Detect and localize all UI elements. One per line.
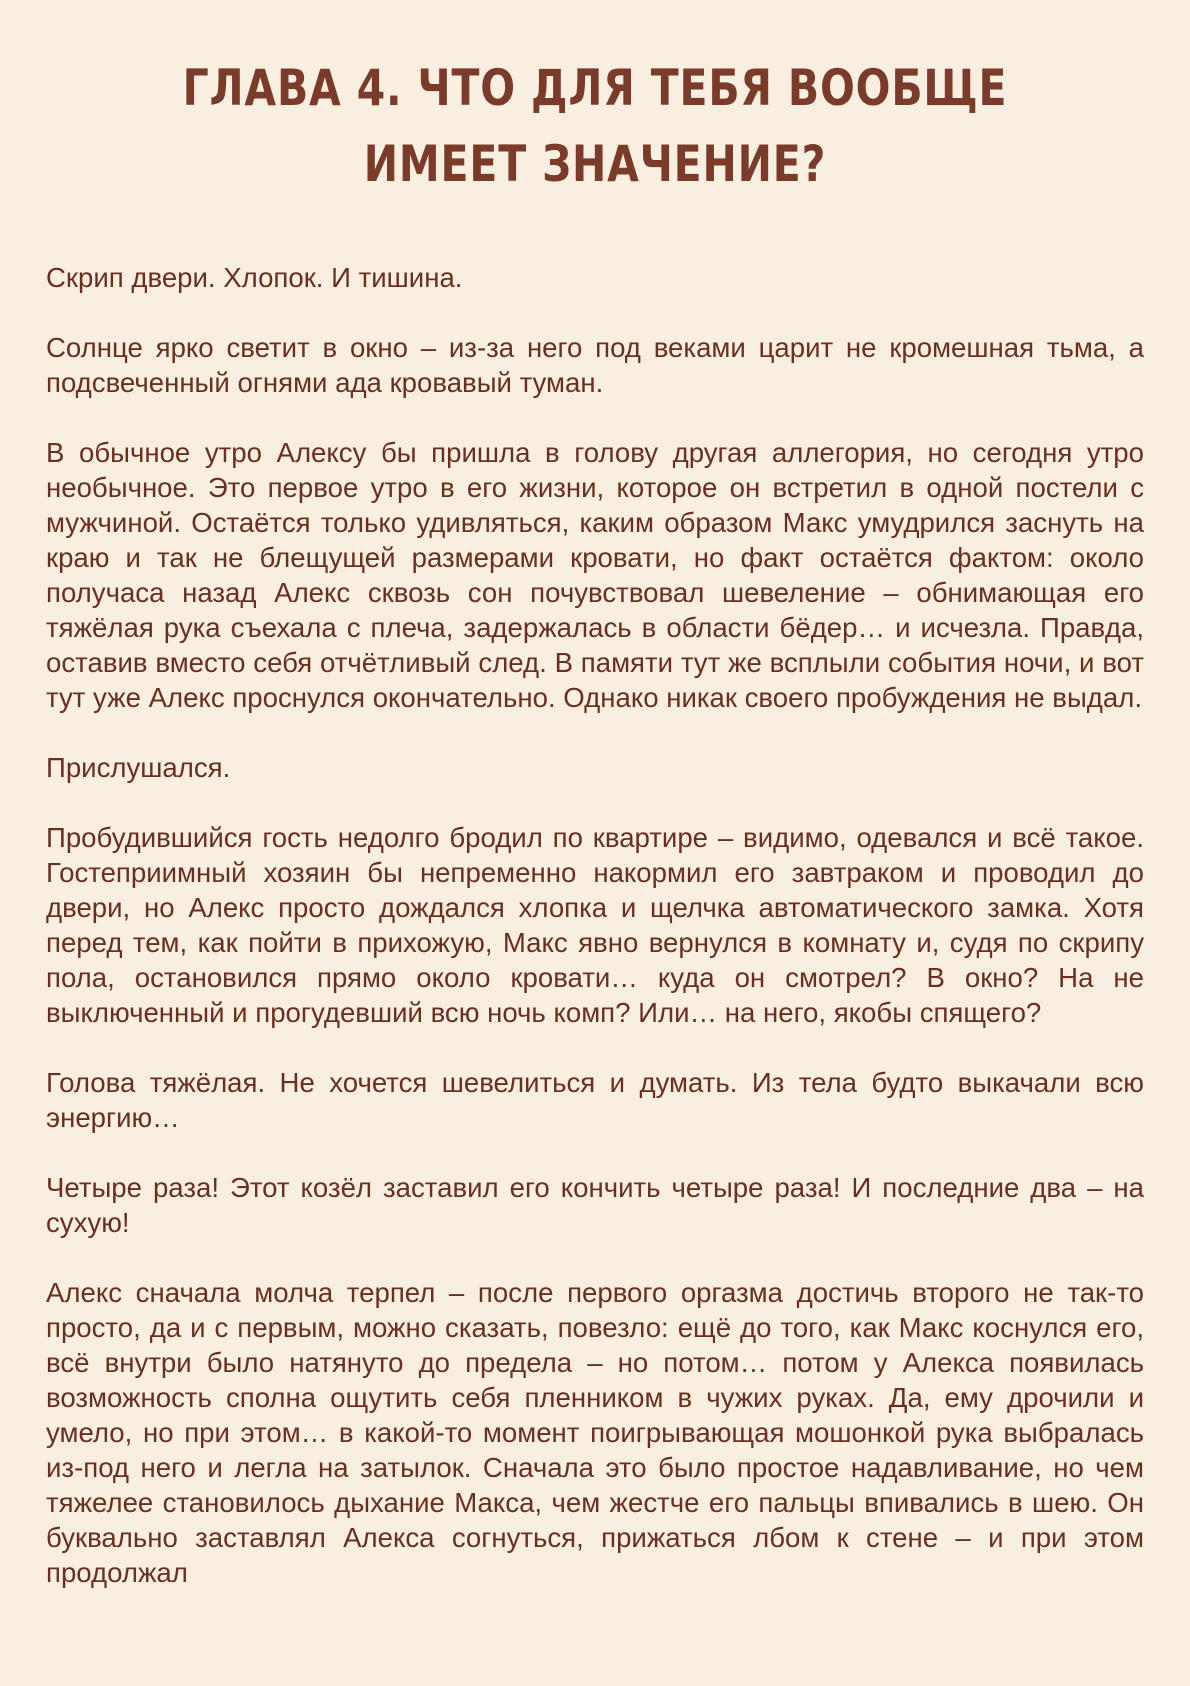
paragraph: В обычное утро Алексу бы пришла в голову другая аллегория, но сегодня утро необычное. Это первое утро в его жизни, которое он встретил в одной постели с мужчиной. Остаётся только удивляться, каким образом Макс умудрился заснуть на краю и так не блещущей размерами кровати, но факт остаётся фактом: около получаса назад Алекс сквозь сон почувствовал шевеление – обнимающая его тяжёлая рука съехала с плеча, задержалась в области бёдер… и исчезла. Правда, оставив вместо себя отчётливый след. В памяти тут же всплыли события ночи, и вот тут уже Алекс проснулся окончательно. Однако никак своего пробуждения не выдал. xyxy=(46,437,1144,713)
paragraph: Скрип двери. Хлопок. И тишина. xyxy=(46,262,463,293)
paragraph: Четыре раза! Этот козёл заставил его кончить четыре раза! И последние два – на сухую! xyxy=(46,1172,1144,1238)
chapter-body xyxy=(46,260,1144,1590)
paragraph: Пробудившийся гость недолго бродил по квартире – видимо, одевался и всё такое. Гостеприимный хозяин бы непременно накормил его завтраком и проводил до двери, но Алекс просто дождался хлопка и щелчка автоматического замка. Хотя перед тем, как пойти в прихожую, Макс явно вернулся в комнату и, судя по скрипу пола, остановился прямо около кровати… куда он смотрел? В окно? На не выключенный и прогудевший всю ночь комп? Или… на него, якобы спящего? xyxy=(46,822,1144,1028)
paragraph: Прислушался. xyxy=(46,752,231,783)
paragraph: Голова тяжёлая. Не хочется шевелиться и думать. Из тела будто выкачали всю энергию… xyxy=(46,1067,1144,1133)
paragraph: Алекс сначала молча терпел – после первого оргазма достичь второго не так-то просто, да и с первым, можно сказать, повезло: ещё до того, как Макс коснулся его, всё внутри было натянуто до предела – но потом… потом у Алекса появилась возможность сполна ощутить себя пленником в чужих руках. Да, ему дрочили и умело, но при этом… в какой-то момент поигрывающая мошонкой рука выбралась из-под него и легла на затылок. Сначала это было простое надавливание, но чем тяжелее становилось дыхание Макса, чем жестче его пальцы впивались в шею. Он буквально заставлял Алекса согнуться, прижаться лбом к стене – и при этом продолжал xyxy=(46,1277,1144,1588)
chapter-title: ГЛАВА 4. ЧТО ДЛЯ ТЕБЯ ВООБЩЕ ИМЕЕТ ЗНАЧЕНИЕ? xyxy=(182,59,1008,193)
paragraph: Солнце ярко светит в окно – из-за него под веками царит не кромешная тьма, а подсвеченный огнями ада кровавый туман. xyxy=(46,332,1144,398)
